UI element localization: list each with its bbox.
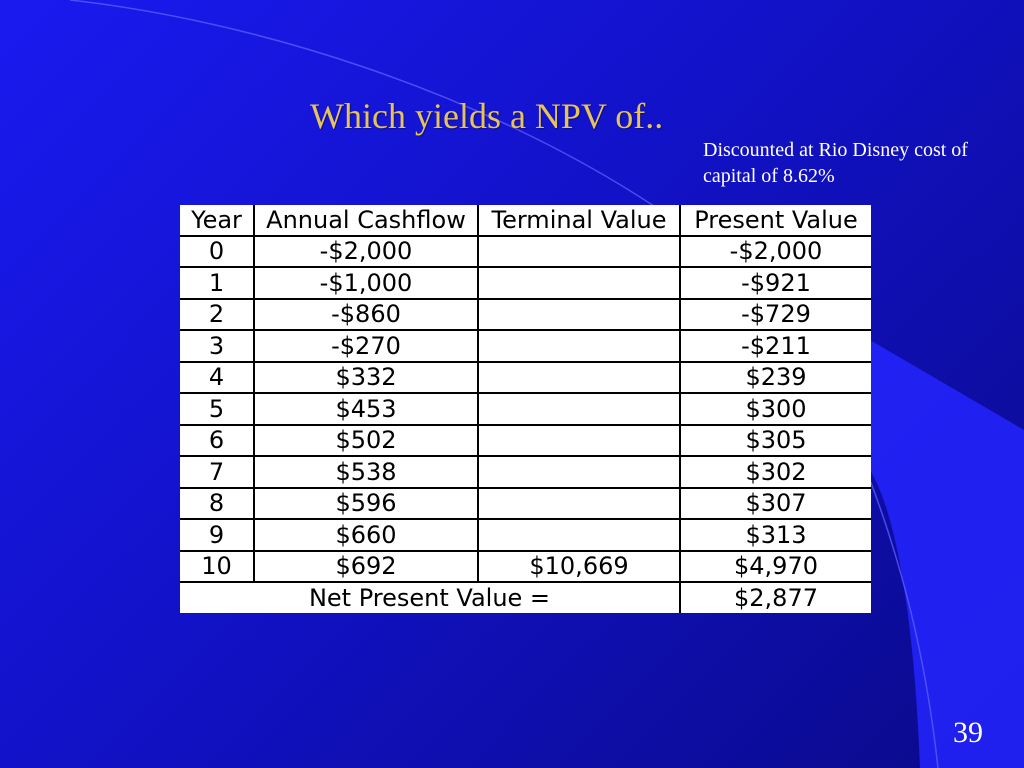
cell-annual-cashflow: $538	[254, 456, 478, 488]
table-row	[180, 330, 871, 362]
cell-annual-cashflow: -$1,000	[254, 267, 478, 299]
discount-rate-note: Discounted at Rio Disney cost of capital of 8.62%	[703, 139, 968, 187]
header-year: Year	[180, 205, 254, 236]
cell-present-value: $313	[680, 519, 871, 551]
cell-annual-cashflow: $660	[254, 519, 478, 551]
net-present-value-amount: $2,877	[680, 582, 871, 613]
header-terminal-value: Terminal Value	[478, 205, 680, 236]
npv-table	[180, 205, 871, 613]
cell-terminal-value	[478, 362, 680, 394]
cell-present-value: $302	[680, 456, 871, 488]
cell-present-value: $305	[680, 425, 871, 457]
cell-annual-cashflow: $502	[254, 425, 478, 457]
cell-terminal-value	[478, 456, 680, 488]
slide-title: Which yields a NPV of..	[310, 96, 664, 136]
cell-year: 3	[180, 330, 254, 362]
net-present-value-label: Net Present Value =	[180, 582, 680, 613]
cell-annual-cashflow: -$270	[254, 330, 478, 362]
cell-annual-cashflow: $596	[254, 488, 478, 520]
cell-terminal-value	[478, 519, 680, 551]
header-annual-cashflow: Annual Cashflow	[254, 205, 478, 236]
cell-year: 10	[180, 551, 254, 583]
cell-present-value: -$729	[680, 299, 871, 331]
cell-annual-cashflow: -$860	[254, 299, 478, 331]
table-row	[180, 425, 871, 457]
table-row	[180, 267, 871, 299]
cell-terminal-value	[478, 299, 680, 331]
table-row	[180, 551, 871, 583]
cell-present-value: -$921	[680, 267, 871, 299]
cell-present-value: -$211	[680, 330, 871, 362]
cell-terminal-value: $10,669	[478, 551, 680, 583]
table-row	[180, 519, 871, 551]
table-row	[180, 393, 871, 425]
cell-present-value: $239	[680, 362, 871, 394]
cell-present-value: $4,970	[680, 551, 871, 583]
cell-terminal-value	[478, 236, 680, 268]
cell-terminal-value	[478, 330, 680, 362]
background-swoosh-shape	[870, 340, 1024, 768]
cell-annual-cashflow: $692	[254, 551, 478, 583]
cell-year: 1	[180, 267, 254, 299]
cell-terminal-value	[478, 393, 680, 425]
cell-present-value: -$2,000	[680, 236, 871, 268]
cell-year: 0	[180, 236, 254, 268]
cell-annual-cashflow: $332	[254, 362, 478, 394]
cell-present-value: $307	[680, 488, 871, 520]
cell-year: 2	[180, 299, 254, 331]
table-row	[180, 456, 871, 488]
cell-terminal-value	[478, 267, 680, 299]
slide-page-number: 39	[953, 716, 983, 749]
cell-present-value: $300	[680, 393, 871, 425]
cell-year: 7	[180, 456, 254, 488]
cell-terminal-value	[478, 488, 680, 520]
cell-year: 8	[180, 488, 254, 520]
cell-year: 6	[180, 425, 254, 457]
table-row	[180, 236, 871, 268]
table-row	[180, 299, 871, 331]
cell-year: 9	[180, 519, 254, 551]
table-header-row	[180, 205, 871, 236]
cell-terminal-value	[478, 425, 680, 457]
table-row	[180, 488, 871, 520]
cell-annual-cashflow: -$2,000	[254, 236, 478, 268]
cell-annual-cashflow: $453	[254, 393, 478, 425]
net-present-value-row	[180, 582, 871, 613]
table-row	[180, 362, 871, 394]
header-present-value: Present Value	[680, 205, 871, 236]
cell-year: 5	[180, 393, 254, 425]
cell-year: 4	[180, 362, 254, 394]
